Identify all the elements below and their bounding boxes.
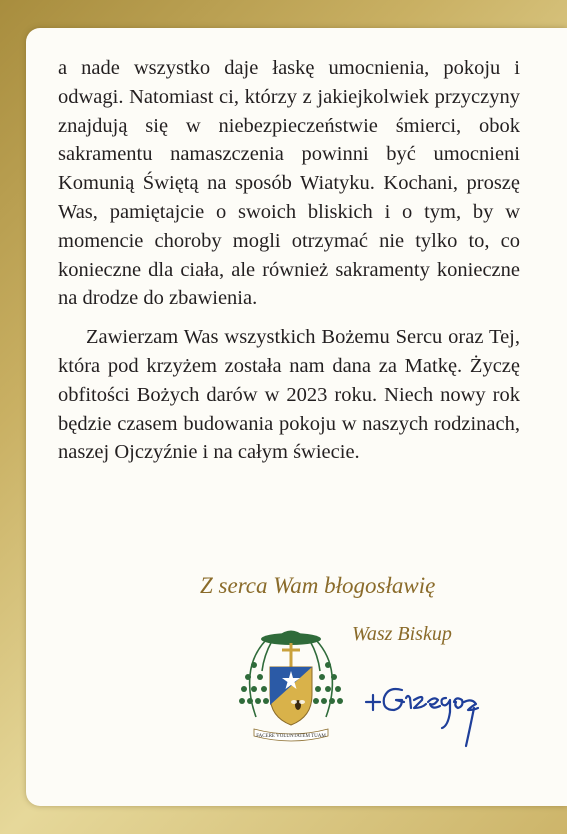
letter-paragraph-1: a nade wszystko daje łaskę umocnienia, pokoju i odwagi. Natomiast ci, którzy z jakiejkolwiek przyczyny znajdują się w niebezpieczeństwie śmierci, obok sakramentu namaszczenia powinni być umocnieni Komunią Świętą na sposób Wiatyku. Kochani, proszę Was, pamiętajcie o swoich bliskich i o tym, by w momencie choroby mogli otrzymać nie tylko to, co konieczne dla ciała, ale również sakramenty konieczne na drodze do zbawienia. (58, 57, 520, 310)
letter-body (58, 54, 520, 467)
signature-icon (362, 668, 518, 756)
coat-motto: FACERE VOLUNTATEM TUAM (256, 734, 326, 739)
closing-line: Wasz Biskup (352, 623, 452, 645)
blessing-line: Z serca Wam błogosławię (200, 573, 436, 598)
letter-paragraph-2: Zawierzam Was wszystkich Bożemu Sercu oraz Tej, która pod krzyżem została nam dana za Matkę. Życzę obfitości Bożych darów w 2023 roku. Niech nowy rok będzie czasem budowania pokoju w naszych rodzinach, naszej Ojczyźnie i na całym świecie. (58, 326, 520, 464)
coat-of-arms-icon (232, 625, 350, 745)
